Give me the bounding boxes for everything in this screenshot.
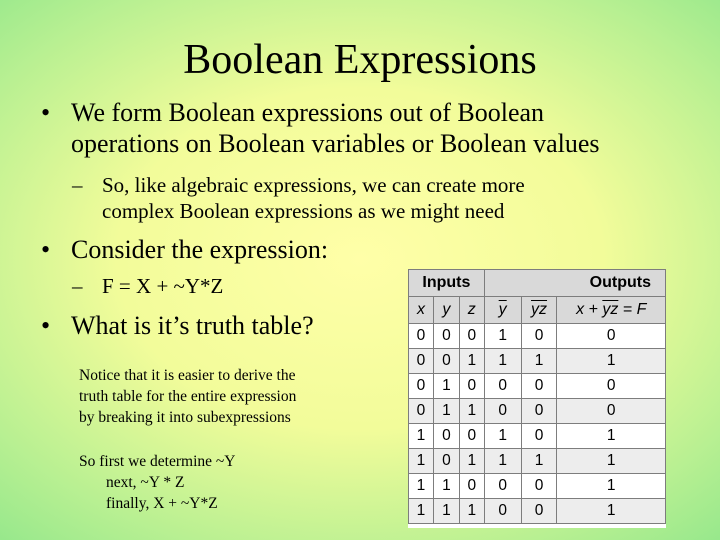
col-header-f	[557, 297, 666, 324]
outputs-header: Outputs	[484, 270, 665, 297]
column-header-row	[409, 297, 666, 324]
cell-y: 0	[433, 424, 459, 449]
subbullet-text-line-1: So, like algebraic expressions, we can create more	[102, 173, 525, 197]
cell-z: 1	[459, 449, 484, 474]
cell-z: 0	[459, 474, 484, 499]
cell-f: 0	[557, 399, 666, 424]
cell-x: 1	[409, 474, 434, 499]
cell-y: 0	[433, 324, 459, 349]
bullet-marker: •	[41, 98, 51, 127]
truth-table	[408, 269, 666, 528]
cell-not-y: 1	[484, 349, 521, 374]
note-line: Notice that it is easier to derive the	[79, 367, 296, 384]
cell-x: 0	[409, 324, 434, 349]
cell-not-y-z: 0	[521, 324, 557, 349]
bullet-text: Consider the expression:	[71, 235, 329, 264]
cell-not-y: 0	[484, 499, 521, 524]
col-header-z: z	[459, 297, 484, 324]
table-row	[409, 449, 666, 474]
group-header-row	[409, 270, 666, 297]
note-step-2: next, ~Y * Z	[106, 474, 185, 491]
cell-z: 0	[459, 324, 484, 349]
col-header-not-y	[484, 297, 521, 324]
cell-f: 1	[557, 499, 666, 524]
cell-f: 1	[557, 349, 666, 374]
cell-y: 1	[433, 474, 459, 499]
cell-y: 1	[433, 499, 459, 524]
cell-y: 1	[433, 374, 459, 399]
cell-f: 1	[557, 474, 666, 499]
cell-z: 1	[459, 499, 484, 524]
col-header-not-y-z	[521, 297, 557, 324]
f-over: $\overline{yz}$	[602, 301, 619, 318]
not-y-label: $\overline{y}$	[498, 301, 507, 318]
cell-f: 1	[557, 449, 666, 474]
cell-not-y: 1	[484, 324, 521, 349]
table-row	[409, 499, 666, 524]
subbullet-expression	[72, 273, 224, 299]
cell-not-y-z: 1	[521, 349, 557, 374]
bullet-truth-table-question	[41, 310, 314, 341]
cell-z: 1	[459, 399, 484, 424]
table-row	[409, 374, 666, 399]
note-line: by breaking it into subexpressions	[79, 409, 291, 426]
subbullet-marker: –	[72, 274, 83, 298]
truth-table-grid	[408, 269, 666, 524]
cell-x: 1	[409, 424, 434, 449]
cell-not-y-z: 0	[521, 399, 557, 424]
cell-x: 0	[409, 374, 434, 399]
note-line: truth table for the entire expression	[79, 388, 297, 405]
cell-x: 1	[409, 499, 434, 524]
cell-not-y-z: 0	[521, 474, 557, 499]
cell-f: 1	[557, 424, 666, 449]
subbullet-text-line-2: complex Boolean expressions as we might need	[102, 199, 505, 223]
page-title: Boolean Expressions	[183, 37, 537, 83]
table-row	[409, 324, 666, 349]
note-steps	[79, 451, 235, 514]
bullet-form-expressions	[41, 97, 600, 159]
cell-y: 1	[433, 399, 459, 424]
cell-z: 0	[459, 374, 484, 399]
cell-z: 1	[459, 349, 484, 374]
inputs-header: Inputs	[409, 270, 485, 297]
bullet-text-line-1: We form Boolean expressions out of Boolean	[71, 98, 545, 127]
cell-not-y: 0	[484, 374, 521, 399]
cell-x: 0	[409, 349, 434, 374]
cell-f: 0	[557, 324, 666, 349]
cell-not-y: 1	[484, 449, 521, 474]
subbullet-algebraic	[72, 172, 525, 224]
subbullet-text: F = X + ~Y*Z	[102, 274, 224, 298]
bullet-text: What is it’s truth table?	[71, 311, 314, 340]
bullet-text-line-2: operations on Boolean variables or Boolean values	[71, 129, 600, 158]
cell-not-y: 0	[484, 474, 521, 499]
not-y-z-label: $\overline{yz}$	[531, 301, 548, 318]
cell-x: 0	[409, 399, 434, 424]
note-step-1: So first we determine ~Y	[79, 453, 236, 470]
table-row	[409, 399, 666, 424]
cell-not-y-z: 1	[521, 449, 557, 474]
table-row	[409, 424, 666, 449]
cell-not-y-z: 0	[521, 374, 557, 399]
cell-not-y-z: 0	[521, 499, 557, 524]
bullet-marker: •	[41, 311, 51, 340]
cell-x: 1	[409, 449, 434, 474]
cell-f: 0	[557, 374, 666, 399]
cell-y: 0	[433, 449, 459, 474]
bullet-marker: •	[41, 235, 51, 264]
cell-not-y-z: 0	[521, 424, 557, 449]
cell-y: 0	[433, 349, 459, 374]
subbullet-marker: –	[72, 173, 83, 197]
col-header-x: x	[409, 297, 434, 324]
table-row	[409, 474, 666, 499]
cell-not-y: 0	[484, 399, 521, 424]
note-step-3: finally, X + ~Y*Z	[106, 495, 218, 512]
table-row	[409, 349, 666, 374]
cell-not-y: 1	[484, 424, 521, 449]
bullet-consider-expression	[41, 234, 329, 265]
f-suffix: = F	[618, 301, 647, 318]
f-prefix: x +	[576, 301, 603, 318]
note-subexpressions	[79, 365, 296, 428]
cell-z: 0	[459, 424, 484, 449]
col-header-y: y	[433, 297, 459, 324]
